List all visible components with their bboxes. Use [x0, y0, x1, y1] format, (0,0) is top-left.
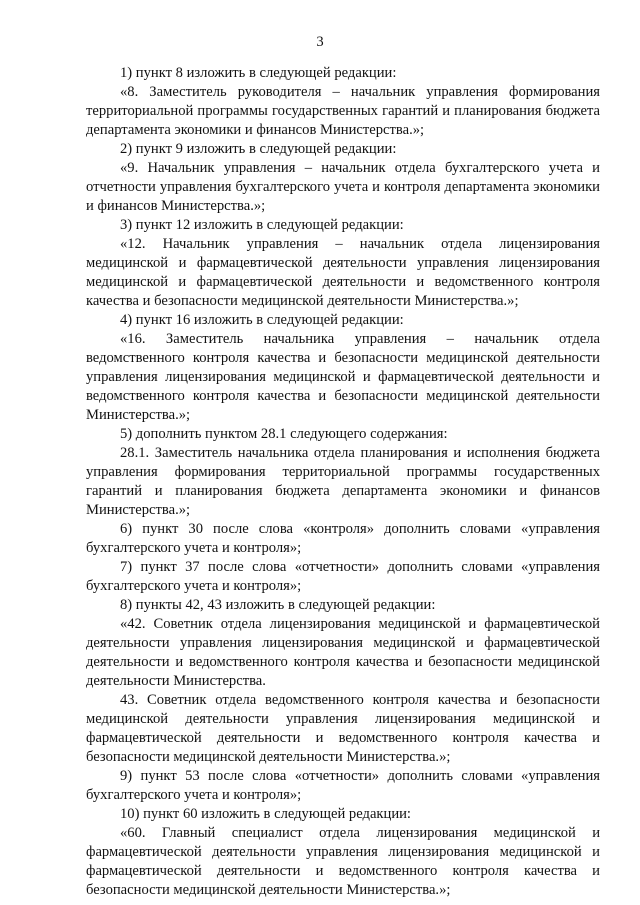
paragraph: 8) пункты 42, 43 изложить в следующей редакции:	[120, 597, 436, 613]
paragraph: «12. Начальник управления – начальник отдела лицензирования медицинской и фармацевтической деятельности управления лицензирования медицинской и фармацевтической деятельности и ведомственного контроля качества и безопасности медицинской деятельности Министерства.»;	[86, 236, 600, 309]
paragraph: 10) пункт 60 изложить в следующей редакции:	[120, 806, 411, 822]
paragraph: 1) пункт 8 изложить в следующей редакции:	[120, 65, 397, 81]
paragraph: 2) пункт 9 изложить в следующей редакции:	[120, 141, 397, 157]
paragraph: «60. Главный специалист отдела лицензирования медицинской и фармацевтической деятельности управления лицензирования медицинской и фармацевтической деятельности и ведомственного контроля качества и безопасности медицинской деятельности Министерства.»;	[86, 825, 600, 898]
paragraph: 28.1. Заместитель начальника отдела планирования и исполнения бюджета управления формирования территориальной программы государственных гарантий и планирования бюджета департамента экономики и финансов Министерства.»;	[86, 445, 600, 518]
paragraph: 3) пункт 12 изложить в следующей редакции:	[120, 217, 404, 233]
paragraph: 7) пункт 37 после слова «отчетности» дополнить словами «управления бухгалтерского учета и контроля»;	[86, 559, 600, 594]
paragraph: 9) пункт 53 после слова «отчетности» дополнить словами «управления бухгалтерского учета и контроля»;	[86, 768, 600, 803]
paragraph: «42. Советник отдела лицензирования медицинской и фармацевтической деятельности управления лицензирования медицинской и фармацевтической деятельности и ведомственного контроля качества и безопасности медицинской деятельности Министерства.	[86, 616, 600, 689]
paragraph: 4) пункт 16 изложить в следующей редакции:	[120, 312, 404, 328]
page-number: 3	[316, 34, 324, 50]
paragraph: «9. Начальник управления – начальник отдела бухгалтерского учета и отчетности управления бухгалтерского учета и контроля департамента экономики и финансов Министерства.»;	[86, 160, 600, 214]
paragraph: «8. Заместитель руководителя – начальник управления формирования территориальной программы государственных гарантий и планирования бюджета департамента экономики и финансов Министерства.»;	[86, 84, 600, 138]
paragraph: «16. Заместитель начальника управления – начальник отдела ведомственного контроля качества и безопасности медицинской деятельности управления лицензирования медицинской и фармацевтической деятельности и ведомственного контроля качества и безопасности медицинской деятельности Министерства.»;	[86, 331, 600, 423]
document-body	[86, 64, 600, 900]
paragraph: 5) дополнить пунктом 28.1 следующего содержания:	[120, 426, 448, 442]
paragraph: 43. Советник отдела ведомственного контроля качества и безопасности медицинской деятельности управления лицензирования медицинской и фармацевтической деятельности и ведомственного контроля качества и безопасности медицинской деятельности Министерства.»;	[86, 692, 600, 765]
paragraph: 6) пункт 30 после слова «контроля» дополнить словами «управления бухгалтерского учета и контроля»;	[86, 521, 600, 556]
